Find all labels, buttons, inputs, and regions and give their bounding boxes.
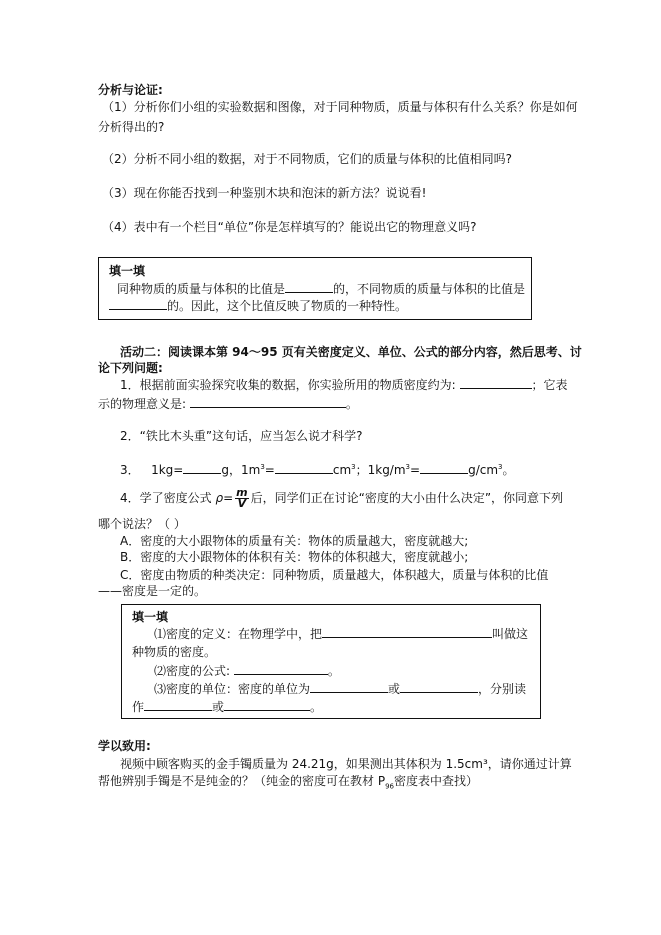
blank-density-unit[interactable] [420, 473, 468, 474]
option-c-line-2: ——密度是一定的。 [98, 584, 207, 598]
blank-density[interactable] [460, 388, 532, 389]
fill-in-box-1 [98, 257, 532, 320]
question-3: （3）现在你能否找到一种鉴别木块和泡沫的新方法？说说看! [102, 186, 427, 200]
item-1-line-1 [120, 379, 568, 391]
item-1-line-2 [98, 398, 358, 410]
item-text: ；1kg/m [355, 463, 406, 477]
fill-box-1-line-2 [109, 300, 407, 312]
fill-box-1-title: 填一填 [109, 264, 146, 278]
fill-text: 叫做这 [492, 627, 529, 641]
unit-line [154, 683, 526, 695]
fill-text: 的。因此，这个比值反映了物质的一种特性。 [167, 299, 408, 313]
question-2: （2）分析不同小组的数据，对于不同物质，它们的质量与体积的比值相同吗? [102, 152, 513, 166]
fill-text: ⑶密度的单位：密度的单位为 [154, 682, 311, 696]
blank-formula[interactable] [234, 674, 328, 675]
item-text: g，1m [221, 463, 261, 477]
item-text: 1kg= [151, 463, 184, 477]
option-a: A．密度的大小跟物体的质量有关：物体的质量越大，密度就越大; [120, 534, 469, 548]
superscript: 3 [405, 463, 411, 471]
question-1-line-2: 分析得出的? [98, 120, 165, 134]
fill-text: ⑵密度的公式: [154, 664, 231, 678]
activity-2-heading-line-2: 论下列问题: [98, 361, 163, 375]
fill-text: ，分别读 [478, 682, 527, 696]
item-text: g/cm [468, 463, 499, 477]
fill-text: 或 [388, 682, 401, 696]
item-2: 2．“铁比木头重”这句话，应当怎么说才科学? [120, 429, 363, 443]
blank-read-1[interactable] [144, 710, 212, 711]
item-4-line-1 [120, 488, 563, 508]
item-text: ；它表 [531, 378, 568, 392]
item-text: 3． [120, 463, 140, 477]
blank-definition[interactable] [322, 637, 492, 638]
item-text: 示的物理意义是: [98, 397, 187, 411]
fraction-numerator: m [236, 486, 248, 499]
superscript: 3 [498, 463, 503, 471]
fill-text: ⑴密度的定义：在物理学中，把 [154, 627, 323, 641]
item-text: = [410, 463, 421, 477]
definition-line [154, 628, 528, 640]
fill-text: 的，不同物质的质量与体积的比值是 [333, 282, 526, 296]
subscript-page: 96 [385, 782, 394, 791]
fill-text: 。 [310, 700, 323, 714]
item-4-line-2: 哪个说法？（ ） [98, 517, 186, 531]
unit-line-2 [132, 701, 322, 713]
item-text: 。 [502, 463, 515, 477]
fraction-denominator: V [237, 497, 247, 510]
blank-same[interactable] [285, 292, 333, 293]
fill-text: 。 [327, 664, 340, 678]
formula-line [154, 665, 340, 677]
fill-text: 或 [212, 700, 225, 714]
blank-m3-cm3[interactable] [275, 473, 333, 474]
section-heading-analysis: 分析与论证: [98, 83, 163, 97]
question-1-line-1: （1）分析你们小组的实验数据和图像，对于同种物质，质量与体积有什么关系？你是如何 [102, 100, 578, 114]
item-text: = [264, 463, 275, 477]
apply-line-1: 视频中顾客购买的金手镯质量为 24.21g，如果测出其体积为 1.5cm³，请你通过计算 [120, 757, 572, 771]
fill-box-2-title: 填一填 [132, 610, 169, 624]
item-text: cm [332, 463, 352, 477]
item-3 [120, 464, 515, 476]
blank-unit-2[interactable] [400, 692, 478, 693]
item-text: 4．学了密度公式 [120, 491, 212, 505]
fill-text: 同种物质的质量与体积的比值是 [117, 282, 286, 296]
blank-unit-1[interactable] [310, 692, 388, 693]
apply-line-2 [98, 775, 478, 790]
blank-read-2[interactable] [224, 710, 310, 711]
option-b: B．密度的大小跟物体的体积有关：物体的体积越大，密度就越小; [120, 550, 469, 564]
definition-line-2: 种物质的密度。 [132, 645, 217, 659]
activity-2-heading-line-1: 活动二：阅读课本第 94～95 页有关密度定义、单位、公式的部分内容，然后思考、讨 [120, 345, 582, 359]
blank-different[interactable] [109, 309, 167, 310]
superscript: 3 [351, 463, 356, 471]
apply-heading: 学以致用: [98, 739, 151, 753]
option-c-line-1: C．密度由物质的种类决定：同种物质，质量越大，体积越大，质量与体积的比值 [120, 568, 549, 582]
apply-text: 帮他辨别手镯是不是纯金的？（纯金的密度可在教材 P [98, 774, 386, 788]
density-fraction [235, 488, 248, 509]
item-text: 后，同学们正在讨论“密度的大小由什么决定”，你同意下列 [250, 491, 564, 505]
superscript: 3 [260, 463, 265, 471]
fill-in-box-2 [121, 604, 541, 719]
question-4: （4）表中有一个栏目“单位”你是怎样填写的？能说出它的物理意义吗? [102, 220, 477, 234]
item-text: 。 [345, 397, 358, 411]
fill-text: 作 [132, 700, 145, 714]
fill-box-1-line-1 [117, 283, 525, 295]
blank-meaning[interactable] [190, 407, 346, 408]
blank-kg-g[interactable] [183, 473, 221, 474]
item-text: 1．根据前面实验探究收集的数据，你实验所用的物质密度约为: [120, 378, 456, 392]
apply-text: 密度表中查找） [393, 774, 478, 788]
density-symbol: ρ= [215, 491, 234, 505]
